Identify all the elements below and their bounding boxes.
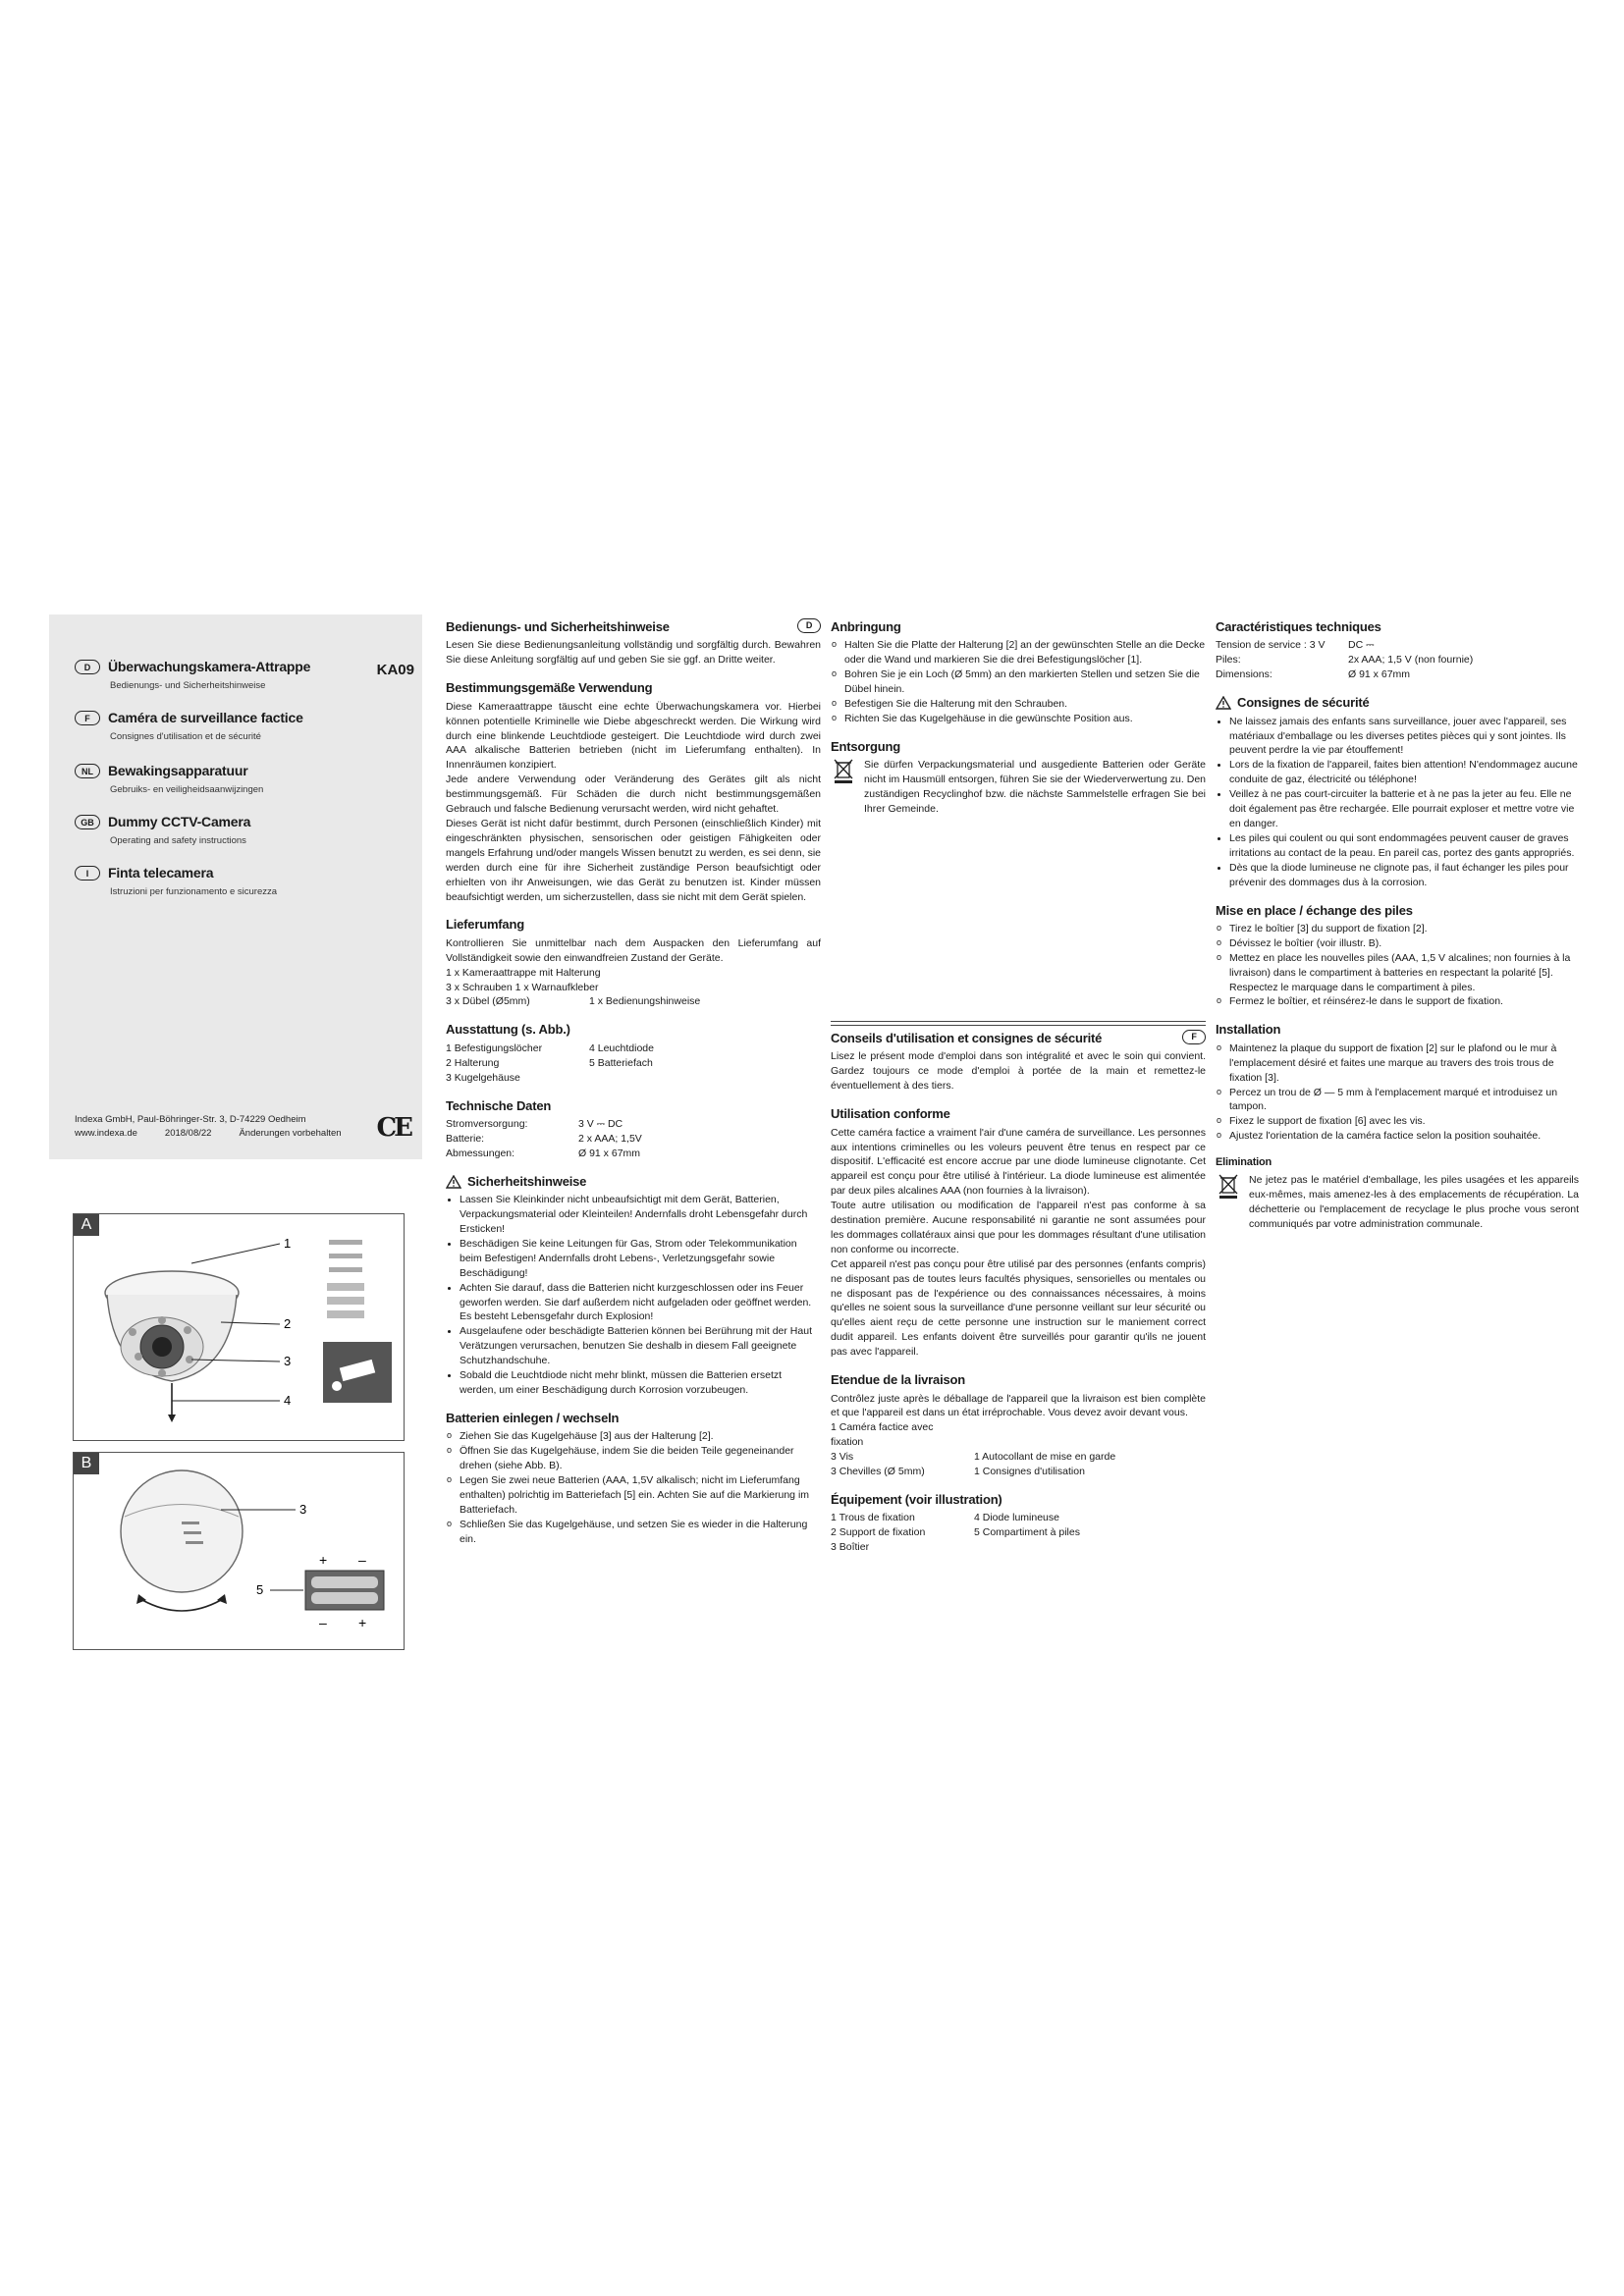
fr-warn-item: • Lors de la fixation de l'appareil, faites bien attention! N'endommagez aucune conduite de gaz, électricité ou téléphone! bbox=[1229, 758, 1579, 787]
de-tech-heading: Technische Daten bbox=[446, 1097, 552, 1113]
callout-a4: 4 bbox=[284, 1393, 292, 1408]
instruction-sheet bbox=[49, 614, 1581, 1665]
de-equip-item: 1 Befestigungslöcher bbox=[446, 1041, 543, 1054]
fr-scope-heading: Etendue de la livraison bbox=[831, 1372, 965, 1388]
de-batt-step: o Legen Sie zwei neue Batterien (AAA, 1,5V alkalisch; nicht im Lieferumfang enthalten) polrichtig im Batteriefach [5] ein. Achten Sie auf die Markierung im Batteriefach. bbox=[460, 1473, 821, 1518]
de-equip-list bbox=[446, 1041, 821, 1086]
fr-equip-item: 3 Boîtier bbox=[831, 1541, 870, 1554]
callout-b5: 5 bbox=[256, 1582, 264, 1597]
figure-a bbox=[73, 1213, 405, 1441]
de-use-text-1: Diese Kameraattrappe täuscht eine echte Überwachungskamera vor. Hierbei können potentielle Kriminelle wie Diebe abgeschreckt werden. Die Wirkung wird durch eine blinkende Leuchtdiode gesteigert. Die Leuchtdiode wird durch zwei AAA alkalische Batterien betrieben (nicht im Lieferumfang enthalten). In Innenräumen konzipiert. bbox=[446, 700, 821, 772]
title-fr: Caméra de surveillance factice bbox=[108, 710, 303, 725]
lang-badge-de: D bbox=[75, 660, 100, 674]
fr-disposal-heading: Elimination bbox=[1216, 1156, 1272, 1169]
callout-a2: 2 bbox=[284, 1316, 292, 1331]
title-gb: Dummy CCTV-Camera bbox=[108, 814, 251, 829]
de-safety-title: Bedienungs- und Sicherheitshinweise bbox=[446, 619, 670, 634]
de-warn-item: • Sobald die Leuchtdiode nicht mehr blinkt, müssen die Batterien ersetzt werden, um einer Beschädigung durch Korrosion vorzubeugen. bbox=[460, 1368, 821, 1398]
fr-warn-item: • Veillez à ne pas court-circuiter la batterie et à ne pas la jeter au feu. Elle ne doit également pas être rechargée. Elle pourrait exploser et mettre votre vie en danger. bbox=[1229, 787, 1579, 831]
de-mount-step: o Richten Sie das Kugelgehäuse in die gewünschte Position aus. bbox=[844, 712, 1206, 726]
lang-title-fr bbox=[75, 709, 303, 728]
de-use-heading: Bestimmungsgemäße Verwendung bbox=[446, 680, 653, 696]
fr-use-text-3: Cet appareil n'est pas conçu pour être utilisé par des personnes (enfants compris) ne disposant pas de toutes leurs facultés physiques, sensorielles ou mentales ou ne disposant pas de l'expérience ou des connaissances nécessaires, à moins qu'elles ne soient sous la surveillance d'une personne veillant sur leur sécurité ou qu'elles aient reçu de cette personne une instruction sur le maniement correct dudit appareil. Les enfants doivent être surveillés pour garantir qu'ils ne jouent pas avec l'appareil. bbox=[831, 1257, 1206, 1359]
de-scope-item: 1 x Kameraattrappe mit Halterung bbox=[446, 966, 601, 979]
fr-warn-list bbox=[1216, 715, 1579, 890]
section-divider bbox=[831, 1025, 1206, 1026]
fr-scope-item: 1 Autocollant de mise en garde bbox=[974, 1451, 1116, 1464]
cover-panel bbox=[49, 614, 422, 1665]
fr-scope-item: 3 Vis bbox=[831, 1451, 854, 1464]
lang-badge-it: I bbox=[75, 866, 100, 881]
figure-a-label: A bbox=[74, 1214, 99, 1236]
lang-title-nl bbox=[75, 762, 247, 781]
de-equip-heading: Ausstattung (s. Abb.) bbox=[446, 1022, 570, 1038]
fr-batt-step: o Dévissez le boîtier (voir illustr. B). bbox=[1229, 936, 1579, 951]
de-lang-tag: D bbox=[797, 618, 821, 633]
fr-mount-step: o Ajustez l'orientation de la caméra factice selon la position souhaitée. bbox=[1229, 1129, 1579, 1144]
fr-mount-heading: Installation bbox=[1216, 1022, 1281, 1038]
fr-tech-key: Tension de service : 3 V bbox=[1216, 639, 1326, 652]
subtitle-gb: Operating and safety instructions bbox=[110, 835, 246, 846]
subtitle-nl: Gebruiks- en veiligheidsaanwijzingen bbox=[110, 784, 264, 795]
de-scope-item: 1 x Bedienungshinweise bbox=[589, 995, 701, 1008]
de-warn-item: • Ausgelaufene oder beschädigte Batterien können bei Berührung mit der Haut Verätzungen verursachen, benutzen Sie deshalb in diesem Fall geeignete Schutzhandschuhe. bbox=[460, 1324, 821, 1368]
de-scope-item: 3 x Dübel (Ø5mm) bbox=[446, 995, 530, 1008]
fr-safety-heading bbox=[831, 1030, 1206, 1047]
fr-mount-step: o Percez un trou de Ø — 5 mm à l'emplacement marqué et introduisez un tampon. bbox=[1229, 1086, 1579, 1115]
crossed-bin-icon bbox=[1216, 1173, 1241, 1199]
german-column-1 bbox=[446, 614, 821, 1547]
fr-scope-item bbox=[974, 1420, 1206, 1450]
fr-use-heading: Utilisation conforme bbox=[831, 1106, 950, 1122]
de-disposal-text: Sie dürfen Verpackungsmaterial und ausgediente Batterien oder Geräte nicht im Hausmüll entsorgen, führen Sie sie der Wiederverwertung zu. Den zuständigen Recyclinghof bzw. die nächste Sammelstelle erfragen Sie bei Ihrer Gemeinde. bbox=[864, 759, 1206, 816]
de-batt-step: o Ziehen Sie das Kugelgehäuse [3] aus der Halterung [2]. bbox=[460, 1429, 821, 1444]
minus-sign-top: – bbox=[358, 1552, 366, 1568]
de-use-text-2: Jede andere Verwendung oder Veränderung des Gerätes gilt als nicht bestimmungsgemäß. Für Schäden die durch nicht bestimmungsgemäßen Gebrauch und falsche Bedienung verursacht werden, wird nicht gehaftet. bbox=[446, 774, 821, 816]
print-date: 2018/08/22 bbox=[164, 1128, 212, 1140]
de-batt-step: o Öffnen Sie das Kugelgehäuse, indem Sie die beiden Teile gegeneinander drehen (siehe Abb. B). bbox=[460, 1444, 821, 1473]
lang-title-it bbox=[75, 864, 213, 883]
de-tech-table bbox=[446, 1117, 821, 1161]
minus-sign-bottom: – bbox=[319, 1615, 327, 1630]
website: www.indexa.de bbox=[75, 1128, 137, 1140]
figure-b bbox=[73, 1452, 405, 1650]
de-scope-heading: Lieferumfang bbox=[446, 917, 524, 933]
subtitle-de: Bedienungs- und Sicherheitshinweise bbox=[110, 680, 266, 691]
fr-warn-heading bbox=[1216, 694, 1579, 712]
fr-disposal bbox=[1216, 1173, 1579, 1232]
lang-title-gb bbox=[75, 813, 250, 832]
address-line: Indexa GmbH, Paul-Böhringer-Str. 3, D-74229 Oedheim bbox=[75, 1114, 306, 1125]
fr-scope-item: 1 Caméra factice avec fixation bbox=[831, 1421, 934, 1449]
warning-triangle-icon bbox=[1216, 696, 1231, 710]
fr-equip-item: 4 Diode lumineuse bbox=[974, 1512, 1059, 1524]
lang-badge-fr: F bbox=[75, 711, 100, 725]
changes-note: Änderungen vorbehalten bbox=[239, 1128, 342, 1140]
figure-b-label: B bbox=[74, 1453, 99, 1474]
de-equip-item bbox=[589, 1071, 821, 1086]
french-column-3 bbox=[1216, 614, 1579, 1231]
de-warn-item: • Lassen Sie Kleinkinder nicht unbeaufsichtigt mit dem Gerät, Batterien, Verpackungsmaterial oder Kleinteilen! Andernfalls droht Lebensgefahr durch Ersticken! bbox=[460, 1193, 821, 1237]
callout-a3: 3 bbox=[284, 1354, 292, 1368]
de-scope-text: Kontrollieren Sie unmittelbar nach dem Auspacken den Lieferumfang auf Vollständigkeit sowie den einwandfreien Zustand der Geräte. bbox=[446, 936, 821, 964]
fr-warn-item: • Les piles qui coulent ou qui sont endommagées peuvent causer de graves irritations au contact de la peau. En pareil cas, portez des gants appropriés. bbox=[1229, 831, 1579, 861]
de-safety-text: Lesen Sie diese Bedienungsanleitung vollständig und sorgfältig durch. Bewahren Sie diese Anleitung sorgfältig auf und geben Sie sie ggf. an Dritte weiter. bbox=[446, 639, 821, 667]
fr-scope-text: Contrôlez juste après le déballage de l'appareil que la livraison est bien complète et que l'appareil est dans un état irréprochable. Vous devez avoir devant vous. bbox=[831, 1392, 1206, 1419]
fr-tech-value: Ø 91 x 67mm bbox=[1348, 668, 1411, 681]
callout-b3: 3 bbox=[299, 1502, 307, 1517]
fr-tech-table bbox=[1216, 638, 1579, 682]
battery-change-drawing bbox=[74, 1453, 404, 1649]
de-mount-heading: Anbringung bbox=[831, 619, 901, 634]
de-disposal-heading: Entsorgung bbox=[831, 738, 900, 754]
de-tech-value: 3 V ⎓ DC bbox=[578, 1118, 623, 1131]
fr-tech-key: Dimensions: bbox=[1216, 668, 1272, 681]
fr-scope-item: 3 Chevilles (Ø 5mm) bbox=[831, 1466, 925, 1478]
plus-sign-bottom: + bbox=[358, 1615, 367, 1630]
crossed-bin-icon bbox=[831, 758, 856, 783]
model-number: KA09 bbox=[376, 662, 414, 678]
de-safety-heading bbox=[446, 618, 821, 636]
de-warn-heading bbox=[446, 1173, 821, 1191]
fr-mount-step: o Maintenez la plaque du support de fixation [2] sur le plafond ou le mur à l'emplacement désiré et faites une marque au travers des trois trous de fixation [3]. bbox=[1229, 1041, 1579, 1086]
screws-dowels-drawing bbox=[327, 1240, 364, 1318]
fr-equip-item: 1 Trous de fixation bbox=[831, 1512, 915, 1524]
callout-a1: 1 bbox=[284, 1236, 292, 1251]
de-batt-list bbox=[446, 1429, 821, 1546]
de-tech-key: Batterie: bbox=[446, 1132, 485, 1145]
de-mount-list bbox=[831, 638, 1206, 725]
section-divider bbox=[831, 1021, 1206, 1022]
fr-equip-item: 2 Support de fixation bbox=[831, 1526, 926, 1539]
fr-batt-heading: Mise en place / échange des piles bbox=[1216, 902, 1413, 918]
fr-disposal-text: Ne jetez pas le matériel d'emballage, les piles usagées et les appareils eux-mêmes, mais amenez-les à des emplacements de récupération. La déchetterie ou l'emplacement de recyclage le plus proche vous seront communiqués par votre administration communale. bbox=[1249, 1173, 1579, 1230]
cover-title-area bbox=[49, 614, 422, 1159]
de-batt-heading: Batterien einlegen / wechseln bbox=[446, 1410, 620, 1425]
fr-warn-title: Consignes de sécurité bbox=[1237, 695, 1370, 711]
de-tech-key: Abmessungen: bbox=[446, 1147, 515, 1159]
de-scope-item: 3 x Schrauben 1 x Warnaufkleber bbox=[446, 981, 599, 993]
fr-batt-step: o Fermez le boîtier, et réinsérez-le dans le support de fixation. bbox=[1229, 994, 1579, 1009]
fr-equip-list bbox=[831, 1511, 1206, 1555]
de-warn-list bbox=[446, 1193, 821, 1398]
de-tech-value: 2 x AAA; 1,5V bbox=[578, 1132, 642, 1145]
title-de: Überwachungskamera-Attrappe bbox=[108, 659, 311, 674]
fr-batt-list bbox=[1216, 922, 1579, 1009]
fr-equip-item: 5 Compartiment à piles bbox=[974, 1526, 1080, 1539]
lang-badge-gb: GB bbox=[75, 815, 100, 829]
fr-tech-key: Piles: bbox=[1216, 654, 1241, 667]
de-warn-item: • Beschädigen Sie keine Leitungen für Gas, Strom oder Telekommunikation beim Befestigen! Andernfalls droht Lebens-, Verletzungsgefahr sowie Beschädigung! bbox=[460, 1237, 821, 1281]
de-disposal bbox=[831, 758, 1206, 817]
warning-triangle-icon bbox=[446, 1175, 461, 1189]
fr-mount-step: o Fixez le support de fixation [6] avec les vis. bbox=[1229, 1114, 1579, 1129]
mixed-column-2 bbox=[831, 614, 1206, 1555]
fr-use-text-2: Toute autre utilisation ou modification de l'appareil n'est pas conforme à sa destination première. Aucune responsabilité ni garantie ne sont assumées pour les dommages collatéraux ainsi que pour les dommages résultant d'une utilisation non conforme ou incorrecte. bbox=[831, 1200, 1206, 1255]
de-equip-item: 4 Leuchtdiode bbox=[589, 1041, 654, 1054]
ce-mark: CE bbox=[376, 1113, 410, 1143]
de-mount-step: o Bohren Sie je ein Loch (Ø 5mm) an den markierten Stellen und setzen Sie die Dübel hinein. bbox=[844, 667, 1206, 697]
de-equip-item: 3 Kugelgehäuse bbox=[446, 1071, 520, 1084]
title-it: Finta telecamera bbox=[108, 865, 214, 881]
plus-sign-top: + bbox=[319, 1552, 328, 1568]
de-use-text-3: Dieses Gerät ist nicht dafür bestimmt, durch Personen (einschließlich Kinder) mit eingeschränkten physischen, sensorischen oder geistigen Fähigkeiten oder mangels Erfahrung und/oder mangels Wissen benutzt zu werden, es sei denn, sie werden durch eine für ihre Sicherheit zuständige Person beaufsichtigt oder erhielten von ihr Anweisungen, wie das Gerät zu benutzen ist. Kinder müssen beaufsichtigt werden, um sicherzustellen, dass sie nicht mit dem Gerät spielen. bbox=[446, 817, 821, 903]
fr-batt-step: o Tirez le boîtier [3] du support de fixation [2]. bbox=[1229, 922, 1579, 936]
de-equip-item: 5 Batteriefach bbox=[589, 1056, 653, 1069]
lang-title-de bbox=[75, 658, 310, 677]
fr-warn-item: • Ne laissez jamais des enfants sans surveillance, jouer avec l'appareil, ses matériaux d'emballage ou les diverses petites pièces qui y sont jointes. Ils peuvent perdre la vie par étouffement! bbox=[1229, 715, 1579, 759]
de-equip-item: 2 Halterung bbox=[446, 1056, 500, 1069]
fr-use-text-1: Cette caméra factice a vraiment l'air d'une caméra de surveillance. Les personnes aux intentions criminelles ou les voleurs peuvent être tenus en respect par ce dispositif. L'efficacité est encore accrue par une diode lumineuse clignotante. Cet appareil est conçu pour être utilisé à l'intérieur. La diode lumineuse est alimentée par deux piles alcalines AAA (non fournies à la livraison). bbox=[831, 1126, 1206, 1198]
de-warn-item: • Achten Sie darauf, dass die Batterien nicht kurzgeschlossen oder ins Feuer geworfen werden. Sie darf außerdem nicht aufgeladen oder geöffnet werden. Es besteht Lebensgefahr durch Explosion! bbox=[460, 1281, 821, 1325]
lang-badge-nl: NL bbox=[75, 764, 100, 778]
fr-equip-heading: Équipement (voir illustration) bbox=[831, 1491, 1002, 1507]
de-tech-key: Stromversorgung: bbox=[446, 1118, 528, 1131]
de-tech-value: Ø 91 x 67mm bbox=[578, 1147, 641, 1159]
de-warn-title: Sicherheitshinweise bbox=[467, 1173, 587, 1189]
fr-warn-item: • Dès que la diode lumineuse ne clignote pas, il faut échanger les piles pour prévenir des dommages dus à la corrosion. bbox=[1229, 861, 1579, 890]
fr-tech-heading: Caractéristiques techniques bbox=[1216, 619, 1381, 634]
de-batt-step: o Schließen Sie das Kugelgehäuse, und setzen Sie es wieder in die Halterung ein. bbox=[460, 1518, 821, 1547]
subtitle-it: Istruzioni per funzionamento e sicurezza bbox=[110, 886, 278, 897]
subtitle-fr: Consignes d'utilisation et de sécurité bbox=[110, 731, 261, 742]
fr-lang-tag: F bbox=[1182, 1030, 1206, 1044]
de-mount-step: o Halten Sie die Platte der Halterung [2] an der gewünschten Stelle an die Decke oder die Wand und markieren Sie die drei Befestigungslöcher [1]. bbox=[844, 638, 1206, 667]
fr-safety-title: Conseils d'utilisation et consignes de sécurité bbox=[831, 1030, 1103, 1045]
fr-safety-text: Lisez le présent mode d'emploi dans son intégralité et avec le soin qui convient. Gardez toujours ce mode d'emploi à portée de la main et remettez-le éventuellement à des tiers. bbox=[831, 1050, 1206, 1093]
warning-sticker-drawing bbox=[323, 1342, 392, 1403]
de-mount-step: o Befestigen Sie die Halterung mit den Schrauben. bbox=[844, 697, 1206, 712]
manufacturer-address bbox=[75, 1113, 342, 1142]
fr-mount-list bbox=[1216, 1041, 1579, 1144]
fr-batt-step: o Mettez en place les nouvelles piles (AAA, 1,5 V alcalines; non fournies à la livraison) dans le compartiment à batteries en respectant la polarité [5]. Respectez le marquage dans le compartiment à piles. bbox=[1229, 951, 1579, 995]
fr-tech-value: 2x AAA; 1,5 V (non fournie) bbox=[1348, 654, 1474, 667]
fr-scope-list bbox=[831, 1420, 1206, 1479]
fr-tech-value: DC ⎓ bbox=[1348, 639, 1375, 652]
title-nl: Bewakingsapparatuur bbox=[108, 763, 248, 778]
fr-equip-item bbox=[974, 1540, 1206, 1555]
dome-camera-drawing bbox=[74, 1214, 404, 1440]
fr-scope-item: 1 Consignes d'utilisation bbox=[974, 1466, 1085, 1478]
